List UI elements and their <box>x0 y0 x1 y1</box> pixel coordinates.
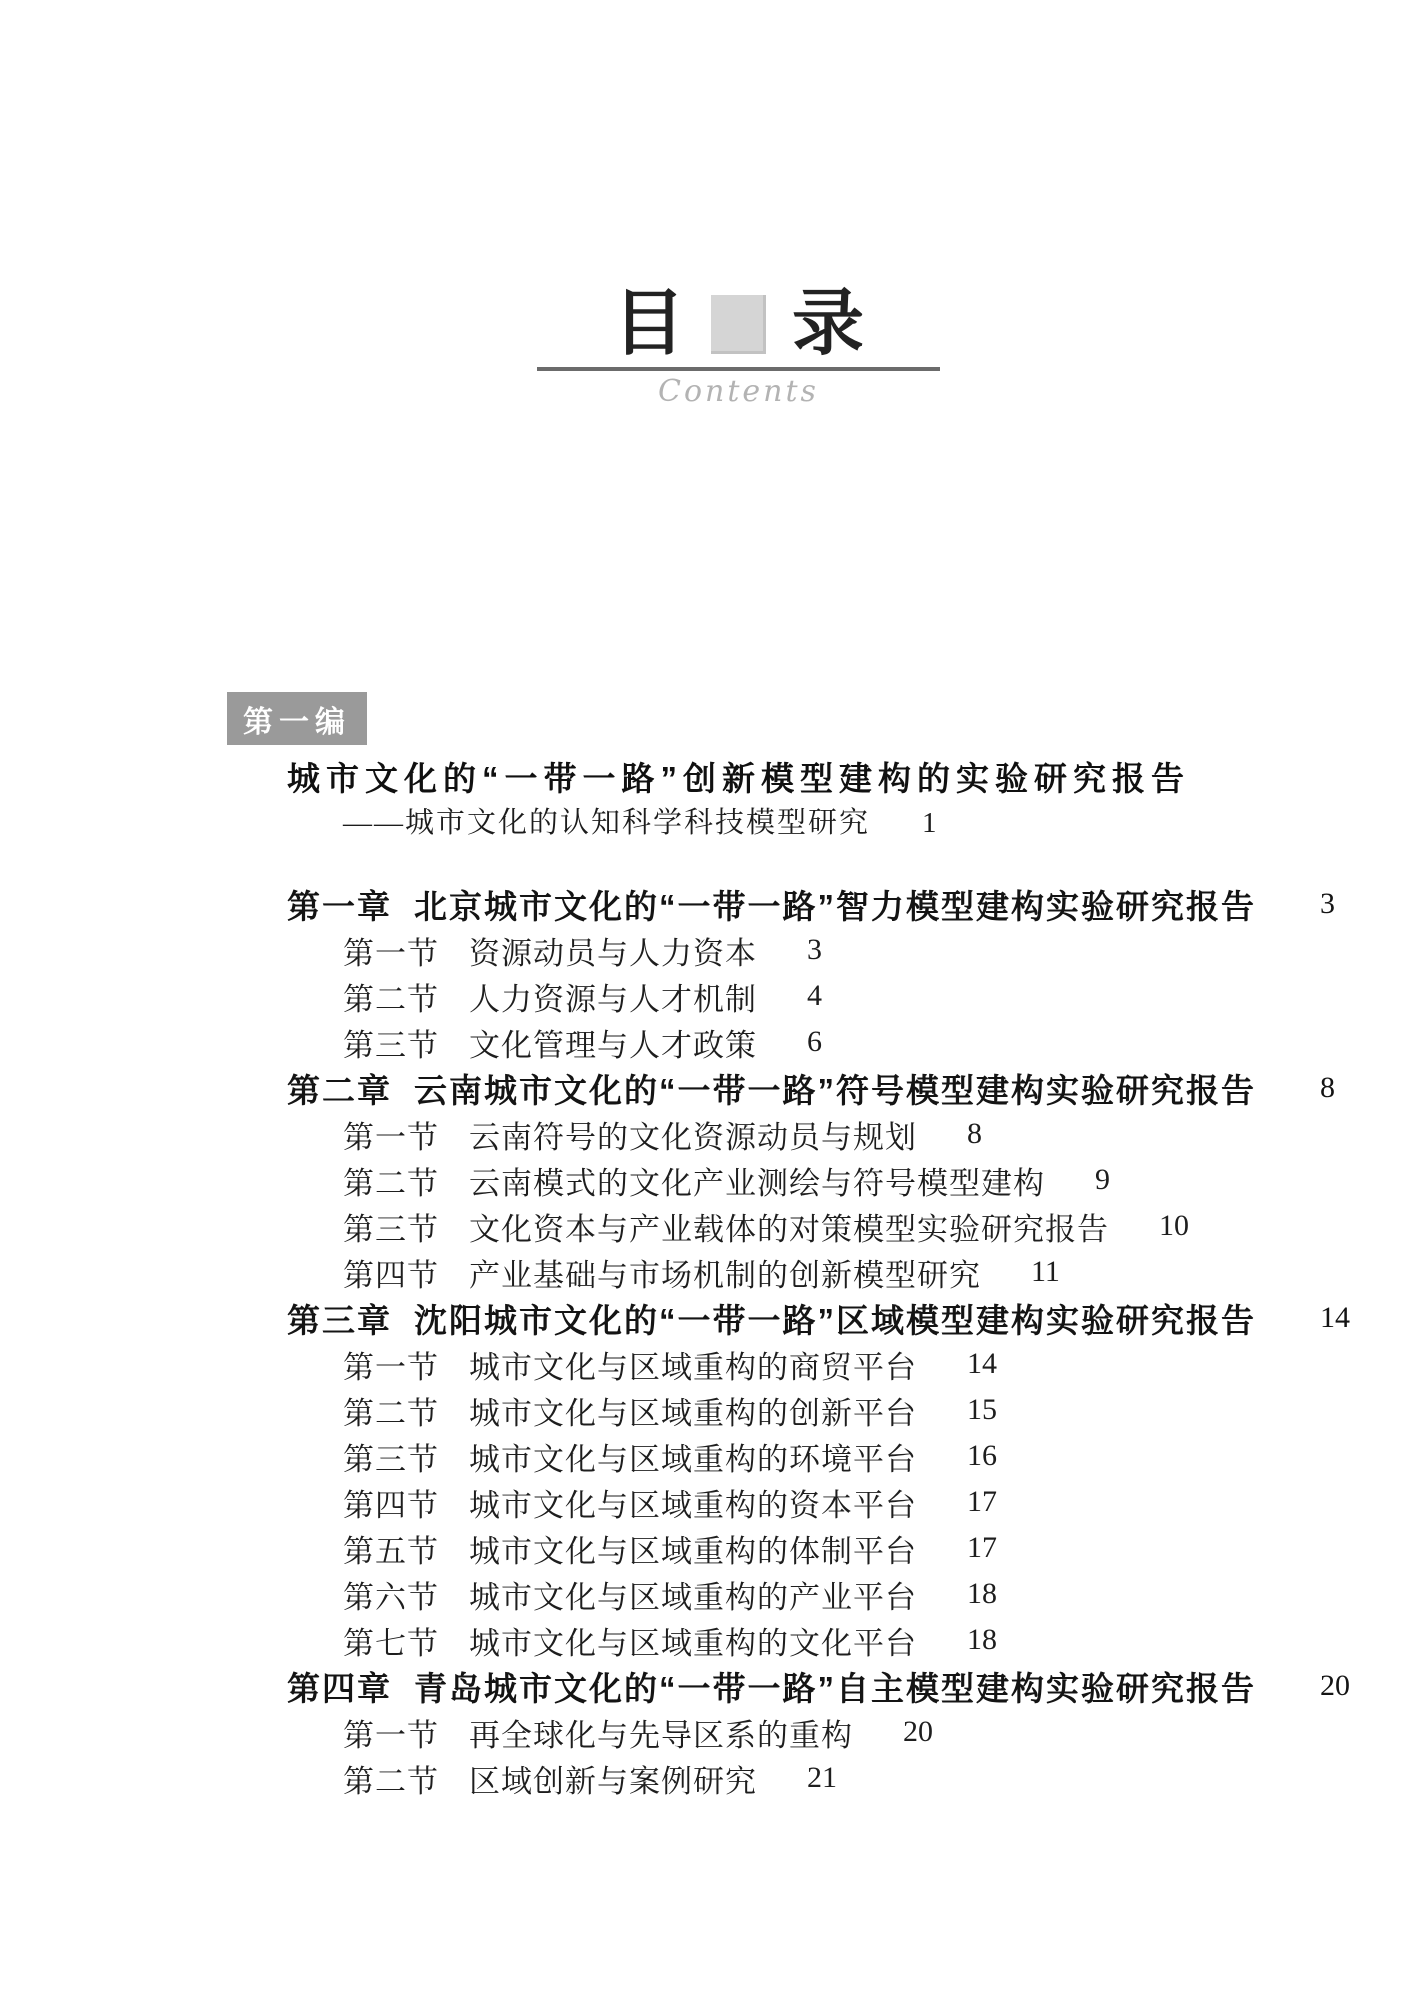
toc-header <box>537 284 940 409</box>
section-page-number: 17 <box>967 1531 997 1564</box>
section-title: 区域创新与案例研究 <box>469 1763 757 1799</box>
section-page-number: 10 <box>1159 1209 1189 1242</box>
title-char-lu: 录 <box>792 284 865 364</box>
section-page-number: 4 <box>807 979 822 1012</box>
section-row <box>0 1111 1428 1157</box>
section-page-number: 14 <box>967 1347 997 1380</box>
chapter-title: 北京城市文化的“一带一路”智力模型建构实验研究报告 <box>414 887 1256 925</box>
chapter-page-number: 3 <box>1320 887 1335 920</box>
section-label: 第一节 <box>343 1717 439 1753</box>
part-subtitle-row <box>343 806 939 841</box>
section-label: 第二节 <box>343 1763 439 1799</box>
section-title: 再全球化与先导区系的重构 <box>469 1717 853 1753</box>
section-row <box>0 1617 1428 1663</box>
title-char-mu: 目 <box>612 284 685 364</box>
section-page-number: 9 <box>1095 1163 1110 1196</box>
section-row <box>0 973 1428 1019</box>
section-row <box>0 1203 1428 1249</box>
section-title: 城市文化与区域重构的环境平台 <box>469 1441 917 1477</box>
section-page-number: 16 <box>967 1439 997 1472</box>
section-title: 云南符号的文化资源动员与规划 <box>469 1119 917 1155</box>
section-title: 产业基础与市场机制的创新模型研究 <box>469 1257 981 1293</box>
chapter-label: 第四章 <box>287 1669 392 1707</box>
part-title: 城市文化的“一带一路”创新模型建构的实验研究报告 <box>287 760 1190 797</box>
section-label: 第一节 <box>343 1349 439 1385</box>
section-row <box>0 1249 1428 1295</box>
section-page-number: 17 <box>967 1485 997 1518</box>
section-title: 城市文化与区域重构的产业平台 <box>469 1579 917 1615</box>
chapter-row <box>0 881 1428 927</box>
section-label: 第七节 <box>343 1625 439 1661</box>
chapter-label: 第二章 <box>287 1071 392 1109</box>
section-title: 云南模式的文化产业测绘与符号模型建构 <box>469 1165 1045 1201</box>
section-row <box>0 1525 1428 1571</box>
section-label: 第二节 <box>343 981 439 1017</box>
section-title: 资源动员与人力资本 <box>469 935 757 971</box>
section-label: 第四节 <box>343 1257 439 1293</box>
section-row <box>0 1433 1428 1479</box>
section-row <box>0 1341 1428 1387</box>
section-row <box>0 927 1428 973</box>
section-title: 文化资本与产业载体的对策模型实验研究报告 <box>469 1211 1109 1247</box>
section-label: 第二节 <box>343 1165 439 1201</box>
chapter-row <box>0 1295 1428 1341</box>
toc-list <box>0 881 1428 1801</box>
section-title: 人力资源与人才机制 <box>469 981 757 1017</box>
section-label: 第四节 <box>343 1487 439 1523</box>
section-title: 城市文化与区域重构的创新平台 <box>469 1395 917 1431</box>
contents-subtitle: Contents <box>658 374 819 409</box>
section-row <box>0 1709 1428 1755</box>
section-label: 第六节 <box>343 1579 439 1615</box>
chapter-title: 沈阳城市文化的“一带一路”区域模型建构实验研究报告 <box>414 1301 1256 1339</box>
section-page-number: 21 <box>807 1761 837 1794</box>
section-row <box>0 1387 1428 1433</box>
section-title: 文化管理与人才政策 <box>469 1027 757 1063</box>
section-row <box>0 1571 1428 1617</box>
chapter-row <box>0 1663 1428 1709</box>
chapter-row <box>0 1065 1428 1111</box>
chapter-page-number: 14 <box>1320 1301 1350 1334</box>
section-title: 城市文化与区域重构的商贸平台 <box>469 1349 917 1385</box>
section-label: 第二节 <box>343 1395 439 1431</box>
section-title: 城市文化与区域重构的体制平台 <box>469 1533 917 1569</box>
section-page-number: 8 <box>967 1117 982 1150</box>
title-rule-divider <box>537 367 940 371</box>
section-row <box>0 1479 1428 1525</box>
part-page-number: 1 <box>922 807 939 839</box>
chapter-title: 云南城市文化的“一带一路”符号模型建构实验研究报告 <box>414 1071 1256 1109</box>
part-subtitle-text: ——城市文化的认知科学科技模型研究 <box>343 807 871 839</box>
section-page-number: 18 <box>967 1623 997 1656</box>
chapter-page-number: 20 <box>1320 1669 1350 1702</box>
chapter-title: 青岛城市文化的“一带一路”自主模型建构实验研究报告 <box>414 1669 1256 1707</box>
chapter-label: 第三章 <box>287 1301 392 1339</box>
page-title <box>537 284 940 364</box>
section-page-number: 15 <box>967 1393 997 1426</box>
section-label: 第三节 <box>343 1027 439 1063</box>
chapter-page-number: 8 <box>1320 1071 1335 1104</box>
section-page-number: 3 <box>807 933 822 966</box>
section-page-number: 6 <box>807 1025 822 1058</box>
section-title: 城市文化与区域重构的资本平台 <box>469 1487 917 1523</box>
section-label: 第三节 <box>343 1441 439 1477</box>
section-label: 第五节 <box>343 1533 439 1569</box>
section-page-number: 18 <box>967 1577 997 1610</box>
title-decorative-square-icon <box>711 295 766 354</box>
section-row <box>0 1755 1428 1801</box>
section-page-number: 11 <box>1031 1255 1060 1288</box>
section-label: 第三节 <box>343 1211 439 1247</box>
section-title: 城市文化与区域重构的文化平台 <box>469 1625 917 1661</box>
chapter-label: 第一章 <box>287 887 392 925</box>
section-row <box>0 1019 1428 1065</box>
part-badge: 第一编 <box>227 692 367 745</box>
section-label: 第一节 <box>343 1119 439 1155</box>
section-row <box>0 1157 1428 1203</box>
section-page-number: 20 <box>903 1715 933 1748</box>
section-label: 第一节 <box>343 935 439 971</box>
